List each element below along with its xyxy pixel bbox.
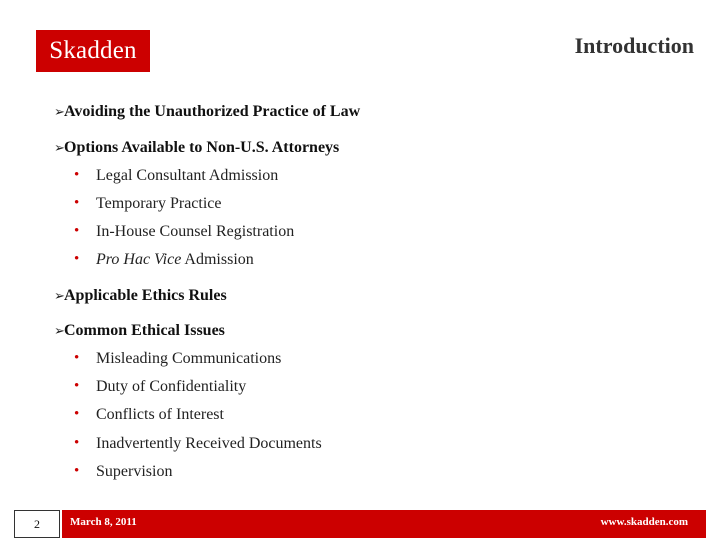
page-title: Introduction — [574, 33, 694, 58]
arrow-bullet-icon: ➢ — [54, 140, 65, 155]
bullet-icon: • — [74, 350, 80, 366]
arrow-bullet-icon: ➢ — [54, 323, 65, 338]
bullet-icon: • — [74, 251, 80, 267]
bullet-icon: • — [74, 195, 80, 211]
skadden-logo: Skadden — [36, 30, 150, 72]
footer-url: www.skadden.com — [600, 516, 688, 528]
page-number: 2 — [14, 510, 60, 538]
bullet-icon: • — [74, 435, 80, 451]
bullet-icon: • — [74, 406, 80, 422]
arrow-bullet-icon: ➢ — [54, 288, 65, 303]
bullet-icon: • — [74, 378, 80, 394]
bullet-icon: • — [74, 167, 80, 183]
bullet-icon: • — [74, 223, 80, 239]
footer — [0, 508, 720, 540]
arrow-bullet-icon: ➢ — [54, 104, 65, 119]
bullet-icon: • — [74, 463, 80, 479]
footer-date: March 8, 2011 — [70, 516, 137, 528]
